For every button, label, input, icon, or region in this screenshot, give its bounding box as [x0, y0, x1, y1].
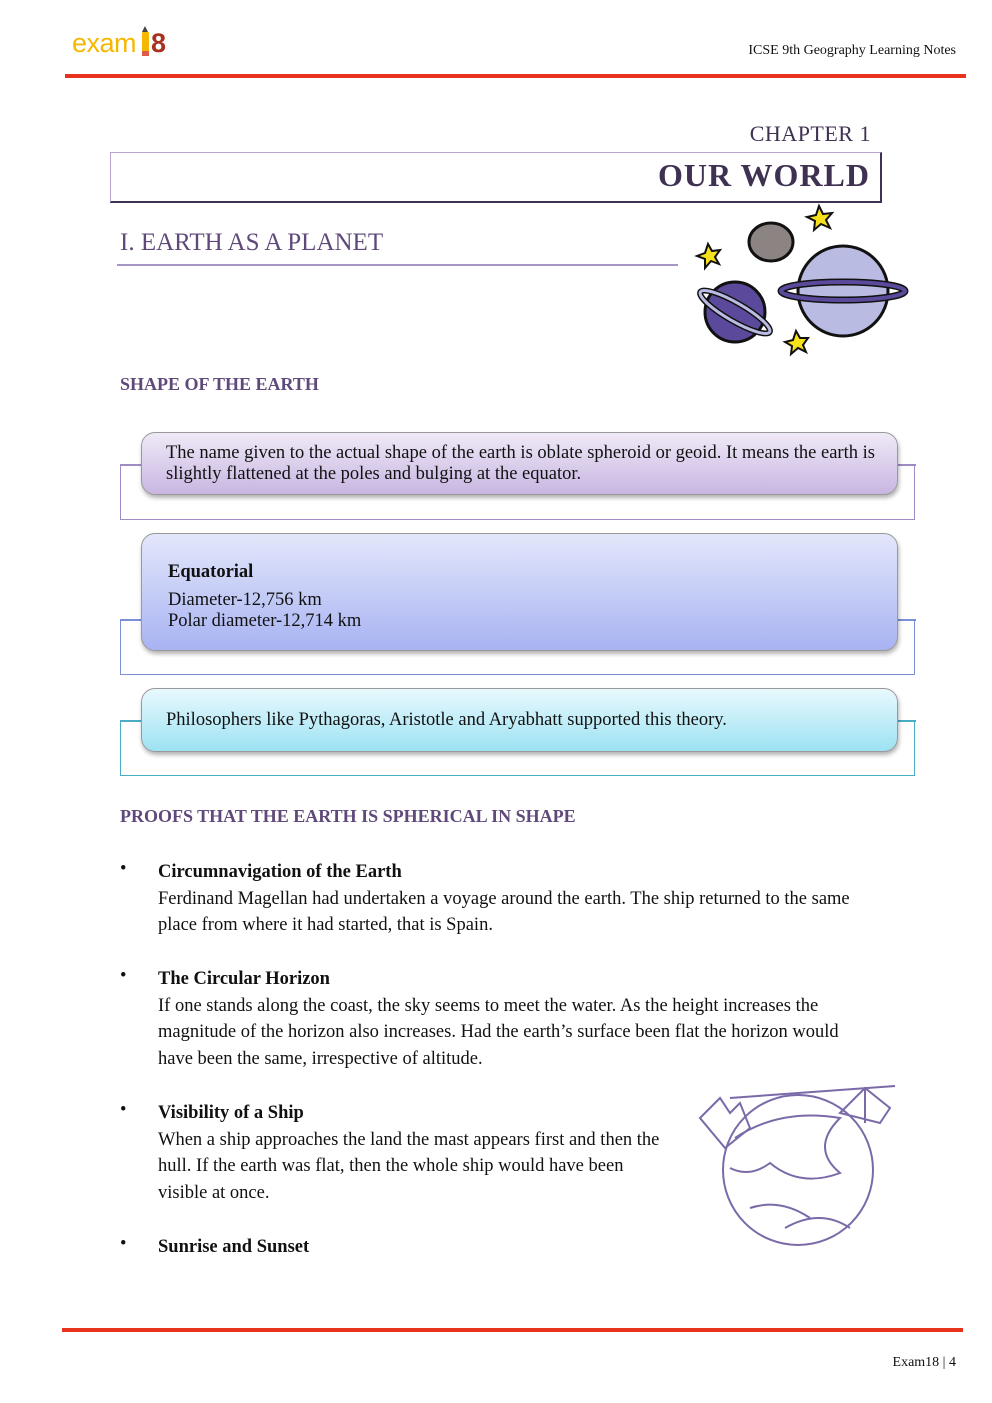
proof-text: When a ship approaches the land the mast appears first and then the hull. If the earth was flat, then the whole ship would have been visible at once. [158, 1129, 660, 1203]
planets-illustration [690, 200, 915, 360]
geoid-text: The name given to the actual shape of the earth is oblate spheroid or geoid. It means the earth is slightly flattened at the poles and bulging at the equator. [166, 443, 875, 484]
section-underline [117, 264, 678, 266]
header-divider [65, 74, 966, 78]
geoid-box [141, 432, 898, 495]
proof-title: The Circular Horizon [158, 969, 330, 989]
footer-divider [62, 1328, 963, 1332]
shape-heading: SHAPE OF THE EARTH [120, 374, 319, 394]
exam18-logo [72, 28, 166, 59]
polar-diameter: Polar diameter-12,714 km [168, 611, 362, 631]
philosophers-box [141, 688, 898, 752]
doc-title: ICSE 9th Geography Learning Notes [748, 43, 956, 58]
philosophers-text: Philosophers like Pythagoras, Aristotle and Aryabhatt supported this theory. [166, 710, 727, 730]
equatorial-diameter: Diameter-12,756 km [168, 590, 322, 610]
section-title: I. EARTH AS A PLANET [120, 229, 384, 256]
logo-text: exam [72, 28, 137, 58]
proof-title: Sunrise and Sunset [158, 1237, 310, 1257]
star-icon [785, 331, 808, 354]
proofs-heading: PROOFS THAT THE EARTH IS SPHERICAL IN SHAPE [120, 806, 576, 826]
bullet: • [120, 1234, 127, 1254]
diameter-box [141, 533, 898, 651]
equatorial-label: Equatorial [168, 562, 254, 582]
proof-text: Ferdinand Magellan had undertaken a voyage around the earth. The ship returned to the same place from where it had started, that is Spain. [158, 888, 850, 935]
proof-title: Visibility of a Ship [158, 1103, 304, 1123]
pencil-icon [142, 32, 149, 56]
bullet: • [120, 966, 127, 986]
globe-ships-illustration [690, 1078, 905, 1248]
chapter-label: CHAPTER 1 [749, 121, 871, 146]
star-icon [697, 244, 720, 268]
asteroid-icon [749, 223, 793, 261]
page-footer: Exam18 | 4 [892, 1355, 956, 1370]
chapter-title-box [110, 152, 882, 203]
proof-text: If one stands along the coast, the sky seems to meet the water. As the height increases the magnitude of the horizon also increases. Had the earth’s surface been flat the horizon would have been the same, irrespective of altitude. [158, 995, 839, 1069]
chapter-title: OUR WORLD [658, 157, 870, 193]
bullet: • [120, 1100, 127, 1120]
bullet: • [120, 859, 127, 879]
proof-title: Circumnavigation of the Earth [158, 862, 402, 882]
star-icon [807, 206, 832, 230]
logo-number: 8 [151, 28, 166, 58]
